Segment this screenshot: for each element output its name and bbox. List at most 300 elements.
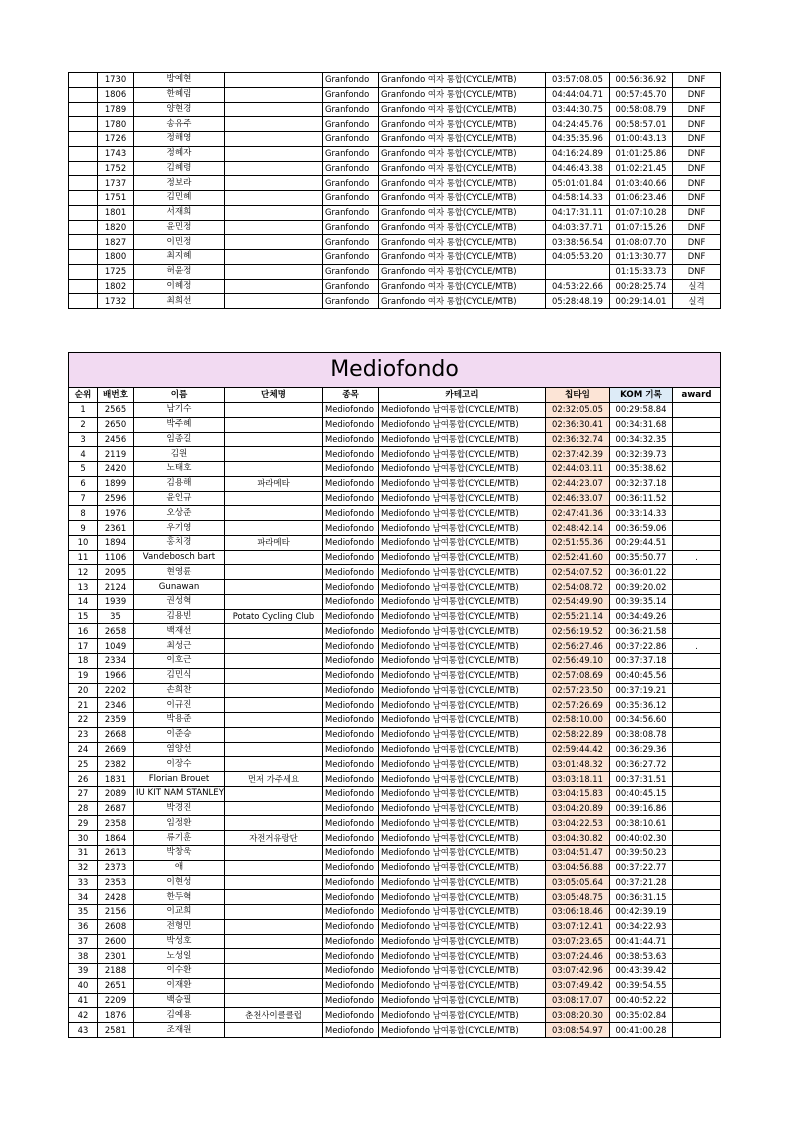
rank-cell: 38 (69, 949, 98, 964)
section-title: Mediofondo (69, 353, 721, 388)
bib-cell: 2334 (98, 654, 134, 669)
category-cell: Mediofondo 남여통합(CYCLE/MTB) (379, 521, 546, 536)
table-row (69, 816, 721, 831)
team-cell (225, 860, 323, 875)
rank-cell: 17 (69, 639, 98, 654)
kom-cell: 00:57:45.70 (610, 87, 673, 102)
table-row (69, 264, 721, 279)
chip-time-cell: 02:51:55.36 (546, 535, 610, 550)
event-cell: Mediofondo (323, 993, 379, 1008)
event-cell: Mediofondo (323, 742, 379, 757)
category-cell: Mediofondo 남여통합(CYCLE/MTB) (379, 639, 546, 654)
category-cell: Mediofondo 남여통합(CYCLE/MTB) (379, 417, 546, 432)
table-row (69, 117, 721, 132)
team-cell (225, 279, 323, 294)
rank-cell: 39 (69, 964, 98, 979)
kom-cell: 00:37:19.21 (610, 683, 673, 698)
category-cell: Granfondo 여자 통합(CYCLE/MTB) (379, 250, 546, 265)
event-cell: Granfondo (323, 146, 379, 161)
table-row (69, 905, 721, 920)
table-row (69, 521, 721, 536)
name-cell: 박성호 (134, 934, 225, 949)
team-cell (225, 264, 323, 279)
award-cell (673, 801, 721, 816)
category-cell: Granfondo 여자 통합(CYCLE/MTB) (379, 220, 546, 235)
bib-cell: 1106 (98, 550, 134, 565)
rank-cell: 37 (69, 934, 98, 949)
team-cell (225, 161, 323, 176)
name-cell: 양현경 (134, 102, 225, 117)
table-row (69, 565, 721, 580)
chip-time-cell: 03:04:56.88 (546, 860, 610, 875)
category-cell: Mediofondo 남여통합(CYCLE/MTB) (379, 683, 546, 698)
table-row (69, 550, 721, 565)
award-cell: . (673, 639, 721, 654)
team-cell (225, 934, 323, 949)
bib-cell: 2361 (98, 521, 134, 536)
event-cell: Mediofondo (323, 890, 379, 905)
chip-time-cell: 02:59:44.42 (546, 742, 610, 757)
rank-cell (69, 146, 98, 161)
table-row (69, 1023, 721, 1038)
kom-cell: 00:36:01.22 (610, 565, 673, 580)
kom-cell: 00:34:22.93 (610, 919, 673, 934)
rank-cell: 19 (69, 668, 98, 683)
kom-cell: 01:03:40.66 (610, 176, 673, 191)
event-cell: Mediofondo (323, 801, 379, 816)
chip-time-cell: 02:57:26.69 (546, 698, 610, 713)
kom-cell: 00:36:27.72 (610, 757, 673, 772)
kom-cell: 00:39:20.02 (610, 580, 673, 595)
rank-cell: 22 (69, 713, 98, 728)
category-cell: Mediofondo 남여통합(CYCLE/MTB) (379, 462, 546, 477)
category-cell: Granfondo 여자 통합(CYCLE/MTB) (379, 161, 546, 176)
header-row (69, 388, 721, 403)
kom-cell: 00:37:31.51 (610, 772, 673, 787)
name-cell: 정보라 (134, 176, 225, 191)
category-cell: Mediofondo 남여통합(CYCLE/MTB) (379, 668, 546, 683)
rank-cell (69, 279, 98, 294)
award-cell (673, 816, 721, 831)
award-cell (673, 919, 721, 934)
bib-cell: 2565 (98, 403, 134, 418)
category-cell: Mediofondo 남여통합(CYCLE/MTB) (379, 550, 546, 565)
chip-time-cell: 03:04:15.83 (546, 786, 610, 801)
chip-time-cell: 02:47:41.36 (546, 506, 610, 521)
category-cell: Mediofondo 남여통합(CYCLE/MTB) (379, 919, 546, 934)
chip-time-cell: 02:56:49.10 (546, 654, 610, 669)
team-cell (225, 73, 323, 88)
event-cell: Mediofondo (323, 668, 379, 683)
kom-cell: 00:35:02.84 (610, 1008, 673, 1023)
bib-cell: 1894 (98, 535, 134, 550)
name-cell: 오상준 (134, 506, 225, 521)
award-cell (673, 491, 721, 506)
award-cell (673, 772, 721, 787)
team-cell (225, 919, 323, 934)
kom-cell: 00:40:45.15 (610, 786, 673, 801)
award-cell: DNF (673, 235, 721, 250)
table-row (69, 161, 721, 176)
kom-cell: 00:36:31.15 (610, 890, 673, 905)
team-cell (225, 964, 323, 979)
event-cell: Mediofondo (323, 1023, 379, 1038)
event-cell: Mediofondo (323, 713, 379, 728)
name-cell: 백승필 (134, 993, 225, 1008)
table-row (69, 801, 721, 816)
rank-cell: 31 (69, 845, 98, 860)
bib-cell: 2420 (98, 462, 134, 477)
table-row (69, 624, 721, 639)
team-cell (225, 875, 323, 890)
award-cell (673, 432, 721, 447)
chip-time-cell: 04:24:45.76 (546, 117, 610, 132)
rank-cell: 10 (69, 535, 98, 550)
chip-time-cell: 03:07:49.42 (546, 978, 610, 993)
table-row (69, 132, 721, 147)
bib-cell: 2608 (98, 919, 134, 934)
bib-cell: 1751 (98, 191, 134, 206)
team-cell (225, 801, 323, 816)
table-row (69, 205, 721, 220)
category-cell: Mediofondo 남여통합(CYCLE/MTB) (379, 565, 546, 580)
bib-cell: 1732 (98, 294, 134, 309)
rank-cell: 30 (69, 831, 98, 846)
bib-cell: 2373 (98, 860, 134, 875)
bib-cell: 2596 (98, 491, 134, 506)
kom-cell: 00:34:56.60 (610, 713, 673, 728)
category-cell: Mediofondo 남여통합(CYCLE/MTB) (379, 757, 546, 772)
name-cell: IU KIT NAM STANLEY (134, 786, 225, 801)
kom-cell: 00:38:53.63 (610, 949, 673, 964)
category-cell: Mediofondo 남여통합(CYCLE/MTB) (379, 432, 546, 447)
event-cell: Mediofondo (323, 550, 379, 565)
award-cell (673, 949, 721, 964)
team-cell (225, 102, 323, 117)
kom-cell: 00:58:57.01 (610, 117, 673, 132)
table-row (69, 786, 721, 801)
kom-cell: 00:36:59.06 (610, 521, 673, 536)
kom-cell: 00:35:38.62 (610, 462, 673, 477)
bib-cell: 2095 (98, 565, 134, 580)
name-cell: 윤인규 (134, 491, 225, 506)
chip-time-cell: 04:53:22.66 (546, 279, 610, 294)
bib-cell: 1725 (98, 264, 134, 279)
event-cell: Mediofondo (323, 609, 379, 624)
name-cell: Florian Brouet (134, 772, 225, 787)
category-cell: Mediofondo 남여통합(CYCLE/MTB) (379, 476, 546, 491)
name-cell: 조재원 (134, 1023, 225, 1038)
award-cell (673, 905, 721, 920)
bib-cell: 1827 (98, 235, 134, 250)
granfondo-results-table (68, 72, 721, 309)
event-cell: Mediofondo (323, 757, 379, 772)
name-cell: 염양선 (134, 742, 225, 757)
team-cell (225, 594, 323, 609)
award-cell: DNF (673, 132, 721, 147)
event-cell: Mediofondo (323, 417, 379, 432)
name-cell: 송유주 (134, 117, 225, 132)
rank-cell: 36 (69, 919, 98, 934)
rank-cell: 29 (69, 816, 98, 831)
chip-time-cell: 02:54:49.90 (546, 594, 610, 609)
award-cell: DNF (673, 117, 721, 132)
event-cell: Granfondo (323, 73, 379, 88)
table-row (69, 294, 721, 309)
award-cell: DNF (673, 87, 721, 102)
header-team: 단체명 (225, 388, 323, 403)
bib-cell: 1789 (98, 102, 134, 117)
category-cell: Mediofondo 남여통합(CYCLE/MTB) (379, 654, 546, 669)
chip-time-cell: 02:37:42.39 (546, 447, 610, 462)
award-cell (673, 890, 721, 905)
kom-cell: 00:43:39.42 (610, 964, 673, 979)
kom-cell: 00:40:52.22 (610, 993, 673, 1008)
kom-cell: 00:42:39.19 (610, 905, 673, 920)
chip-time-cell: 02:52:41.60 (546, 550, 610, 565)
chip-time-cell: 04:58:14.33 (546, 191, 610, 206)
table-row (69, 919, 721, 934)
bib-cell: 1976 (98, 506, 134, 521)
chip-time-cell: 04:17:31.11 (546, 205, 610, 220)
table-row (69, 875, 721, 890)
team-cell (225, 205, 323, 220)
rank-cell (69, 132, 98, 147)
chip-time-cell: 04:03:37.71 (546, 220, 610, 235)
kom-cell: 00:37:37.18 (610, 654, 673, 669)
bib-cell: 2353 (98, 875, 134, 890)
team-cell (225, 742, 323, 757)
chip-time-cell: 04:05:53.20 (546, 250, 610, 265)
event-cell: Mediofondo (323, 432, 379, 447)
name-cell: 이재환 (134, 978, 225, 993)
award-cell: DNF (673, 176, 721, 191)
bib-cell: 1752 (98, 161, 134, 176)
bib-cell: 2124 (98, 580, 134, 595)
name-cell: 이혜정 (134, 279, 225, 294)
team-cell (225, 417, 323, 432)
category-cell: Granfondo 여자 통합(CYCLE/MTB) (379, 279, 546, 294)
bib-cell: 1780 (98, 117, 134, 132)
event-cell: Granfondo (323, 235, 379, 250)
team-cell (225, 447, 323, 462)
name-cell: 박주혜 (134, 417, 225, 432)
chip-time-cell: 03:06:18.46 (546, 905, 610, 920)
team-cell (225, 403, 323, 418)
name-cell: 이교희 (134, 905, 225, 920)
table-row (69, 698, 721, 713)
table-row (69, 462, 721, 477)
table-row (69, 949, 721, 964)
rank-cell (69, 73, 98, 88)
team-cell (225, 432, 323, 447)
team-cell (225, 294, 323, 309)
kom-cell: 00:35:50.77 (610, 550, 673, 565)
chip-time-cell: 05:01:01.84 (546, 176, 610, 191)
kom-cell: 01:15:33.73 (610, 264, 673, 279)
award-cell: DNF (673, 220, 721, 235)
header-chip-time: 칩타임 (546, 388, 610, 403)
kom-cell: 00:40:45.56 (610, 668, 673, 683)
rank-cell (69, 220, 98, 235)
team-cell (225, 905, 323, 920)
kom-cell: 01:02:21.45 (610, 161, 673, 176)
team-cell (225, 491, 323, 506)
name-cell: 김예용 (134, 1008, 225, 1023)
award-cell (673, 727, 721, 742)
kom-cell: 01:07:15.26 (610, 220, 673, 235)
team-cell (225, 727, 323, 742)
bib-cell: 2119 (98, 447, 134, 462)
category-cell: Mediofondo 남여통합(CYCLE/MTB) (379, 727, 546, 742)
header-award: award (673, 388, 721, 403)
event-cell: Granfondo (323, 250, 379, 265)
table-row (69, 727, 721, 742)
kom-cell: 01:13:30.77 (610, 250, 673, 265)
header-rank: 순위 (69, 388, 98, 403)
name-cell: 권성혁 (134, 594, 225, 609)
event-cell: Granfondo (323, 279, 379, 294)
event-cell: Mediofondo (323, 698, 379, 713)
bib-cell: 35 (98, 609, 134, 624)
award-cell (673, 1008, 721, 1023)
rank-cell: 9 (69, 521, 98, 536)
event-cell: Mediofondo (323, 683, 379, 698)
event-cell: Granfondo (323, 132, 379, 147)
header-bib: 배번호 (98, 388, 134, 403)
mediofondo-results-table (68, 352, 721, 1038)
award-cell (673, 683, 721, 698)
rank-cell: 11 (69, 550, 98, 565)
kom-cell: 00:37:22.77 (610, 860, 673, 875)
name-cell: 김혜령 (134, 161, 225, 176)
table-row (69, 594, 721, 609)
bib-cell: 2301 (98, 949, 134, 964)
event-cell: Mediofondo (323, 875, 379, 890)
category-cell: Granfondo 여자 통합(CYCLE/MTB) (379, 102, 546, 117)
award-cell: DNF (673, 102, 721, 117)
chip-time-cell: 05:28:48.19 (546, 294, 610, 309)
bib-cell: 2346 (98, 698, 134, 713)
team-cell (225, 250, 323, 265)
award-cell (673, 654, 721, 669)
team-cell: 파라메타 (225, 476, 323, 491)
chip-time-cell: 04:44:04.71 (546, 87, 610, 102)
team-cell (225, 698, 323, 713)
table-row (69, 993, 721, 1008)
event-cell: Mediofondo (323, 580, 379, 595)
chip-time-cell: 03:07:23.65 (546, 934, 610, 949)
bib-cell: 1864 (98, 831, 134, 846)
table-row (69, 609, 721, 624)
table-row (69, 535, 721, 550)
rank-cell (69, 191, 98, 206)
category-cell: Mediofondo 남여통합(CYCLE/MTB) (379, 801, 546, 816)
award-cell (673, 403, 721, 418)
team-cell: Potato Cycling Club (225, 609, 323, 624)
award-cell (673, 934, 721, 949)
category-cell: Mediofondo 남여통합(CYCLE/MTB) (379, 772, 546, 787)
team-cell (225, 654, 323, 669)
team-cell (225, 890, 323, 905)
event-cell: Mediofondo (323, 1008, 379, 1023)
rank-cell: 21 (69, 698, 98, 713)
bib-cell: 1801 (98, 205, 134, 220)
team-cell (225, 757, 323, 772)
category-cell: Mediofondo 남여통합(CYCLE/MTB) (379, 403, 546, 418)
rank-cell: 8 (69, 506, 98, 521)
award-cell (673, 476, 721, 491)
kom-cell: 00:33:14.33 (610, 506, 673, 521)
category-cell: Mediofondo 남여통합(CYCLE/MTB) (379, 535, 546, 550)
category-cell: Mediofondo 남여통합(CYCLE/MTB) (379, 698, 546, 713)
bib-cell: 2359 (98, 713, 134, 728)
category-cell: Mediofondo 남여통합(CYCLE/MTB) (379, 1023, 546, 1038)
table-row (69, 447, 721, 462)
team-cell (225, 176, 323, 191)
award-cell: DNF (673, 146, 721, 161)
bib-cell: 2428 (98, 890, 134, 905)
award-cell (673, 535, 721, 550)
chip-time-cell: 02:44:23.07 (546, 476, 610, 491)
event-cell: Mediofondo (323, 727, 379, 742)
bib-cell: 2456 (98, 432, 134, 447)
name-cell: 애 (134, 860, 225, 875)
kom-cell: 00:37:21.28 (610, 875, 673, 890)
chip-time-cell: 03:05:05.64 (546, 875, 610, 890)
event-cell: Granfondo (323, 176, 379, 191)
event-cell: Mediofondo (323, 816, 379, 831)
team-cell (225, 639, 323, 654)
award-cell (673, 594, 721, 609)
award-cell: DNF (673, 250, 721, 265)
event-cell: Mediofondo (323, 403, 379, 418)
bib-cell: 2651 (98, 978, 134, 993)
table-row (69, 580, 721, 595)
table-row (69, 742, 721, 757)
event-cell: Granfondo (323, 191, 379, 206)
bib-cell: 2600 (98, 934, 134, 949)
kom-cell: 00:35:36.12 (610, 698, 673, 713)
category-cell: Mediofondo 남여통합(CYCLE/MTB) (379, 949, 546, 964)
rank-cell: 41 (69, 993, 98, 1008)
rank-cell: 4 (69, 447, 98, 462)
chip-time-cell: 03:04:30.82 (546, 831, 610, 846)
rank-cell: 15 (69, 609, 98, 624)
name-cell: 임정환 (134, 816, 225, 831)
category-cell: Mediofondo 남여통합(CYCLE/MTB) (379, 742, 546, 757)
category-cell: Granfondo 여자 통합(CYCLE/MTB) (379, 73, 546, 88)
name-cell: 정해영 (134, 132, 225, 147)
team-cell (225, 235, 323, 250)
kom-cell: 00:38:08.78 (610, 727, 673, 742)
table-row (69, 860, 721, 875)
chip-time-cell: 03:57:08.05 (546, 73, 610, 88)
kom-cell: 00:29:14.01 (610, 294, 673, 309)
award-cell (673, 447, 721, 462)
rank-cell: 23 (69, 727, 98, 742)
rank-cell: 1 (69, 403, 98, 418)
name-cell: 이준승 (134, 727, 225, 742)
event-cell: Mediofondo (323, 506, 379, 521)
category-cell: Mediofondo 남여통합(CYCLE/MTB) (379, 506, 546, 521)
award-cell: DNF (673, 205, 721, 220)
name-cell: 현영륜 (134, 565, 225, 580)
name-cell: 박창욱 (134, 845, 225, 860)
rank-cell (69, 102, 98, 117)
event-cell: Mediofondo (323, 654, 379, 669)
category-cell: Granfondo 여자 통합(CYCLE/MTB) (379, 235, 546, 250)
